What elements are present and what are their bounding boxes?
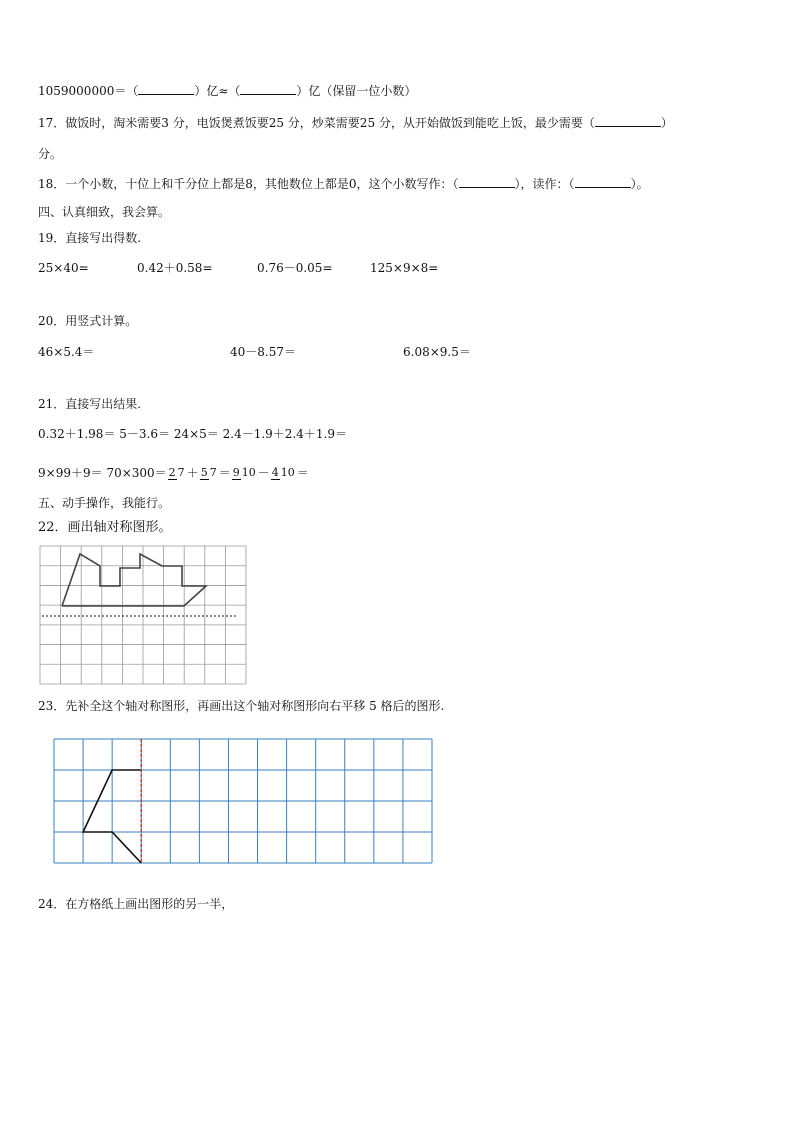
q20-title: 20．用竖式计算。 [38, 314, 138, 328]
section-5-title: 五、动手操作，我能行。 [38, 496, 171, 510]
fraction-denominator: 7 [209, 466, 217, 479]
fraction-numerator: 9 [232, 466, 240, 479]
q21-item: 5－3.6＝ [119, 427, 171, 441]
q19-item: 125×9×8= [370, 261, 439, 275]
q19-item: 0.76－0.05= [257, 261, 333, 275]
q16-blank-1[interactable] [138, 82, 194, 95]
fraction-numerator: 2 [168, 466, 176, 479]
q17-line-2: 分。 [38, 147, 63, 161]
q21-row-1 [38, 425, 347, 443]
q22-title: 22．画出轴对称图形。 [38, 520, 172, 535]
fraction-denominator: 10 [241, 466, 256, 479]
q17-blank[interactable] [595, 114, 661, 127]
equals-sign: ＝ [218, 466, 231, 480]
equals-sign: ＝ [296, 466, 309, 480]
q16-line [38, 82, 416, 100]
fraction-numerator: 4 [271, 466, 279, 479]
q23-title: 23．先补全这个轴对称图形，再画出这个轴对称图形向右平移 5 格后的图形. [38, 699, 445, 713]
q19-item: 25×40= [38, 261, 89, 275]
q16-number-text: 1059000000＝（ [38, 84, 139, 98]
q18-blank-2[interactable] [575, 175, 631, 188]
q20-item: 6.08×9.5＝ [403, 345, 471, 359]
section-4-title: 四、认真细致，我会算。 [38, 205, 171, 219]
q21-item: 9×99＋9＝ [38, 466, 103, 480]
q21-item: 0.32＋1.98＝ [38, 427, 116, 441]
q17-close: ） [660, 116, 673, 130]
q18-blank-1[interactable] [459, 175, 515, 188]
q21-item: 2.4－1.9＋2.4＋1.9＝ [222, 427, 347, 441]
fraction [200, 467, 218, 480]
fraction-denominator: 10 [280, 466, 295, 479]
q18-text-2: ），读作：（ [514, 177, 575, 191]
q21-item: 70×300＝ [106, 466, 167, 480]
q19-item: 0.42＋0.58= [137, 261, 213, 275]
q23-grid[interactable] [54, 739, 432, 863]
q16-text-2: ）亿≈（ [194, 84, 241, 98]
fraction [168, 467, 186, 480]
q18-text: 18．一个小数，十位上和千分位上都是8，其他数位上都是0，这个小数写作：（ [38, 177, 459, 191]
q16-blank-2[interactable] [240, 82, 296, 95]
q17-line-1 [38, 114, 673, 132]
fraction [271, 467, 296, 480]
q24-title: 24．在方格纸上画出图形的另一半， [38, 897, 234, 911]
q16-text-3: ）亿（保留一位小数） [296, 84, 417, 98]
q17-text: 17．做饭时，淘米需要3 分，电饭煲煮饭要25 分，炒菜需要25 分，从开始做饭到能吃上饭，最少需要（ [38, 116, 595, 130]
q18-line [38, 175, 649, 193]
q18-text-3: ）。 [630, 177, 649, 191]
q19-title: 19．直接写出得数. [38, 231, 142, 245]
q21-title: 21．直接写出结果. [38, 397, 142, 411]
q22-grid[interactable] [40, 546, 246, 684]
fraction-denominator: 7 [177, 466, 185, 479]
q20-item: 46×5.4＝ [38, 345, 95, 359]
fraction-numerator: 5 [200, 466, 208, 479]
fraction [232, 467, 257, 480]
q20-item: 40－8.57＝ [230, 345, 296, 359]
plus-sign: ＋ [186, 466, 199, 480]
minus-sign: － [257, 466, 270, 480]
q21-item: 24×5＝ [173, 427, 219, 441]
q21-row-2 [38, 458, 309, 488]
